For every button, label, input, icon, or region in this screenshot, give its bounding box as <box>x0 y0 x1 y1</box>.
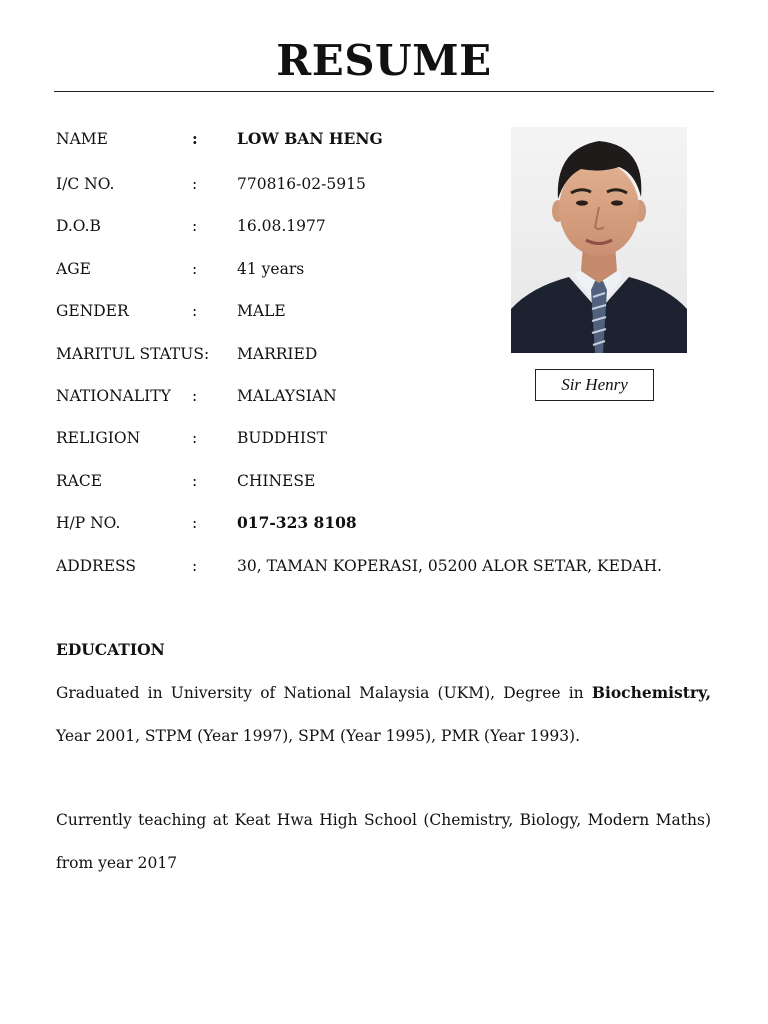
colon: : <box>192 429 198 447</box>
ic-label: I/C NO. <box>56 175 115 193</box>
education-text-rest: Year 2001, STPM (Year 1997), SPM (Year 1995), PMR (Year 1993). <box>56 727 581 745</box>
education-text: Graduated in University of National Malaysia (UKM), Degree in <box>56 684 592 702</box>
gender-value: MALE <box>237 302 286 320</box>
colon: : <box>192 175 198 193</box>
name-value: LOW BAN HENG <box>237 129 383 148</box>
marital-label: MARITUL STATUS: <box>56 345 210 363</box>
age-value: 41 years <box>237 260 305 278</box>
colon: : <box>192 557 198 575</box>
dob-value: 16.08.1977 <box>237 217 326 235</box>
profile-photo <box>511 127 687 353</box>
teaching-paragraph: Currently teaching at Keat Hwa High School (Chemistry, Biology, Modern Maths) from year 2017 <box>56 811 711 872</box>
nationality-label: NATIONALITY <box>56 387 171 405</box>
colon: : <box>192 302 198 320</box>
education-degree: Biochemistry, <box>591 683 711 702</box>
phone-label: H/P NO. <box>56 514 121 532</box>
education-heading: EDUCATION <box>56 640 165 659</box>
phone-value: 017-323 8108 <box>237 513 357 532</box>
resume-title: RESUME <box>276 36 492 85</box>
age-label: AGE <box>56 260 91 278</box>
marital-value: MARRIED <box>237 345 318 363</box>
name-label: NAME <box>56 130 108 148</box>
colon: : <box>192 472 198 490</box>
ic-value: 770816-02-5915 <box>237 175 366 193</box>
title-divider <box>54 91 714 92</box>
photo-caption: Sir Henry <box>535 369 654 401</box>
address-value: 30, TAMAN KOPERASI, 05200 ALOR SETAR, KEDAH. <box>237 557 663 575</box>
nationality-value: MALAYSIAN <box>237 387 337 405</box>
colon: : <box>192 514 198 532</box>
education-paragraph <box>56 671 711 758</box>
religion-label: RELIGION <box>56 429 141 447</box>
colon: : <box>192 129 198 148</box>
race-value: CHINESE <box>237 472 316 490</box>
religion-value: BUDDHIST <box>237 429 327 447</box>
colon: : <box>192 260 198 278</box>
portrait-icon <box>511 127 687 353</box>
colon: : <box>192 387 198 405</box>
address-label: ADDRESS <box>56 557 136 575</box>
colon: : <box>192 217 198 235</box>
race-label: RACE <box>56 472 103 490</box>
dob-label: D.O.B <box>56 217 101 235</box>
gender-label: GENDER <box>56 302 129 320</box>
